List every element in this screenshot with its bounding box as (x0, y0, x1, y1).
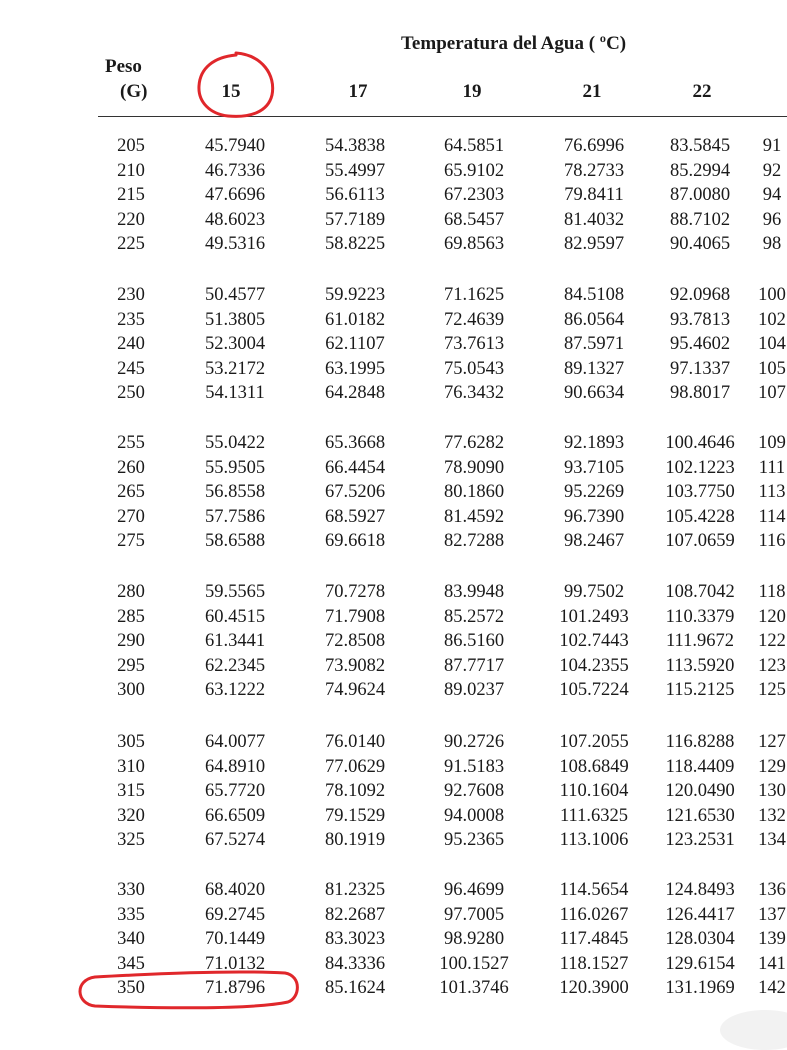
value-cell: 128.0304 (665, 929, 735, 950)
value-cell: 103.7750 (665, 482, 735, 503)
value-cell: 88.7102 (669, 209, 731, 230)
value-cell: 87.0080 (669, 185, 731, 206)
value-cell: 70.7278 (324, 582, 386, 602)
value-cell: 66.6509 (204, 805, 266, 826)
value-cell: 123.2531 (665, 830, 735, 851)
value-cell: 66.4454 (324, 457, 386, 478)
value-cell: 58.8225 (324, 234, 386, 255)
value-cell: 117.4845 (559, 929, 629, 950)
value-cell: 100 (758, 285, 786, 305)
value-cell: 58.6588 (204, 531, 266, 552)
value-cell: 82.2687 (324, 904, 386, 925)
value-cell: 67.5274 (204, 830, 266, 851)
value-cell: 100.4646 (665, 433, 735, 453)
weight-cell: 235 (117, 309, 145, 330)
value-cell: 116.0267 (559, 904, 629, 925)
value-cell: 64.2848 (324, 383, 386, 404)
value-cell: 98 (762, 234, 782, 255)
value-cell: 87.5971 (563, 334, 625, 355)
value-cell: 92.7608 (443, 781, 505, 802)
value-cell: 113 (758, 482, 786, 503)
value-cell: 105.7224 (559, 680, 629, 701)
value-cell: 56.6113 (325, 185, 385, 206)
value-cell: 126.4417 (665, 904, 735, 925)
value-cell: 101.2493 (559, 606, 629, 627)
value-cell: 111.9672 (665, 631, 735, 652)
value-cell: 74.9624 (324, 680, 386, 701)
value-cell: 69.8563 (443, 234, 505, 255)
value-cell: 63.1222 (204, 680, 266, 701)
row-header-unit: (G) (120, 81, 148, 102)
value-cell: 54.3838 (324, 136, 386, 156)
value-cell: 120 (758, 606, 786, 627)
value-cell: 85.2572 (443, 606, 505, 627)
value-cell: 46.7336 (204, 160, 266, 181)
value-cell: 93.7105 (563, 457, 625, 478)
value-cell: 99.7502 (563, 582, 625, 602)
value-cell: 95.4602 (669, 334, 731, 355)
value-cell: 69.6618 (324, 531, 386, 552)
value-cell: 121.6530 (665, 805, 735, 826)
value-cell: 131.1969 (665, 978, 735, 999)
value-cell: 80.1919 (324, 830, 386, 851)
value-cell: 129 (758, 756, 786, 777)
row-header-label: Peso (105, 56, 142, 77)
weight-cell: 275 (117, 531, 145, 552)
value-cell: 96.7390 (563, 506, 625, 527)
value-cell: 53.2172 (204, 358, 266, 379)
value-cell: 67.2303 (443, 185, 505, 206)
column-header-21: 21 (582, 81, 602, 102)
value-cell: 105 (758, 358, 786, 379)
value-cell: 47.6696 (204, 185, 266, 206)
value-cell: 48.6023 (204, 209, 266, 230)
value-cell: 81.4592 (443, 506, 505, 527)
value-cell: 118 (758, 582, 786, 602)
value-cell: 67.5206 (324, 482, 386, 503)
value-cell: 95.2269 (563, 482, 625, 503)
value-cell: 98.8017 (669, 383, 731, 404)
value-cell: 81.4032 (563, 209, 625, 230)
value-cell: 95.2365 (443, 830, 505, 851)
weight-cell: 245 (117, 358, 145, 379)
value-cell: 111 (758, 457, 786, 478)
value-cell: 108.6849 (559, 756, 629, 777)
weight-cell: 315 (117, 781, 145, 802)
value-cell: 45.7940 (204, 136, 266, 156)
value-cell: 57.7586 (204, 506, 266, 527)
value-cell: 85.1624 (324, 978, 386, 999)
value-cell: 94 (762, 185, 782, 206)
value-cell: 83.3023 (324, 929, 386, 950)
value-cell: 68.5457 (443, 209, 505, 230)
value-cell: 142 (758, 978, 786, 999)
column-header-22: 22 (692, 81, 712, 102)
value-cell: 64.5851 (443, 136, 505, 156)
value-cell: 107 (758, 383, 786, 404)
weight-cell: 205 (117, 136, 145, 156)
value-cell: 76.3432 (443, 383, 505, 404)
weight-cell: 300 (117, 680, 145, 701)
value-cell: 72.4639 (443, 309, 505, 330)
value-cell: 92.1893 (563, 433, 625, 453)
value-cell: 139 (758, 929, 786, 950)
value-cell: 92 (762, 160, 782, 181)
value-cell: 81.2325 (324, 880, 386, 900)
weight-cell: 280 (117, 582, 145, 602)
header-divider (98, 116, 787, 117)
value-cell: 86.5160 (443, 631, 505, 652)
value-cell: 59.5565 (204, 582, 266, 602)
value-cell: 110.1604 (559, 781, 629, 802)
value-cell: 90.4065 (669, 234, 731, 255)
value-cell: 61.3441 (204, 631, 266, 652)
value-cell: 114.5654 (559, 880, 629, 900)
value-cell: 55.0422 (204, 433, 266, 453)
value-cell: 61.0182 (324, 309, 386, 330)
value-cell: 102.1223 (665, 457, 735, 478)
value-cell: 98.9280 (443, 929, 505, 950)
value-cell: 56.8558 (204, 482, 266, 503)
value-cell: 93.7813 (669, 309, 731, 330)
value-cell: 50.4577 (204, 285, 266, 305)
value-cell: 55.4997 (324, 160, 386, 181)
value-cell: 113.1006 (559, 830, 629, 851)
value-cell: 91 (762, 136, 782, 156)
value-cell: 82.7288 (443, 531, 505, 552)
value-cell: 104 (758, 334, 786, 355)
value-cell: 87.7717 (443, 655, 505, 676)
value-cell: 134 (758, 830, 786, 851)
weight-cell: 320 (117, 805, 145, 826)
value-cell: 89.0237 (443, 680, 505, 701)
value-cell: 59.9223 (324, 285, 386, 305)
value-cell: 129.6154 (665, 953, 735, 974)
weight-cell: 330 (117, 880, 145, 900)
weight-cell: 305 (117, 732, 145, 752)
value-cell: 111.6325 (559, 805, 629, 826)
column-header-19: 19 (462, 81, 482, 102)
value-cell: 76.6996 (563, 136, 625, 156)
weight-cell: 290 (117, 631, 145, 652)
value-cell: 84.5108 (563, 285, 625, 305)
value-cell: 79.1529 (324, 805, 386, 826)
value-cell: 122 (758, 631, 786, 652)
value-cell: 72.8508 (324, 631, 386, 652)
value-cell: 118.1527 (559, 953, 629, 974)
value-cell: 107.0659 (665, 531, 735, 552)
value-cell: 105.4228 (665, 506, 735, 527)
column-header-17: 17 (348, 81, 368, 102)
value-cell: 89.1327 (563, 358, 625, 379)
weight-cell: 270 (117, 506, 145, 527)
value-cell: 73.7613 (443, 334, 505, 355)
value-cell: 71.7908 (324, 606, 386, 627)
weight-cell: 210 (117, 160, 145, 181)
value-cell: 110.3379 (665, 606, 735, 627)
value-cell: 83.9948 (443, 582, 505, 602)
value-cell: 60.4515 (204, 606, 266, 627)
value-cell: 79.8411 (564, 185, 624, 206)
value-cell: 90.2726 (443, 732, 505, 752)
value-cell: 108.7042 (665, 582, 735, 602)
value-cell: 120.0490 (665, 781, 735, 802)
value-cell: 78.1092 (324, 781, 386, 802)
value-cell: 57.7189 (324, 209, 386, 230)
value-cell: 96.4699 (443, 880, 505, 900)
weight-cell: 345 (117, 953, 145, 974)
value-cell: 127 (758, 732, 786, 752)
weight-cell: 295 (117, 655, 145, 676)
value-cell: 65.3668 (324, 433, 386, 453)
value-cell: 80.1860 (443, 482, 505, 503)
value-cell: 137 (758, 904, 786, 925)
value-cell: 75.0543 (443, 358, 505, 379)
weight-cell: 215 (117, 185, 145, 206)
value-cell: 120.3900 (559, 978, 629, 999)
value-cell: 92.0968 (669, 285, 731, 305)
value-cell: 76.0140 (324, 732, 386, 752)
value-cell: 118.4409 (665, 756, 735, 777)
value-cell: 101.3746 (439, 978, 509, 999)
value-cell: 69.2745 (204, 904, 266, 925)
value-cell: 65.7720 (204, 781, 266, 802)
value-cell: 68.4020 (204, 880, 266, 900)
value-cell: 82.9597 (563, 234, 625, 255)
value-cell: 55.9505 (204, 457, 266, 478)
value-cell: 107.2055 (559, 732, 629, 752)
value-cell: 86.0564 (563, 309, 625, 330)
value-cell: 77.0629 (324, 756, 386, 777)
value-cell: 116.8288 (665, 732, 735, 752)
value-cell: 109 (758, 433, 786, 453)
weight-cell: 285 (117, 606, 145, 627)
value-cell: 83.5845 (669, 136, 731, 156)
value-cell: 125 (758, 680, 786, 701)
value-cell: 71.1625 (443, 285, 505, 305)
value-cell: 70.1449 (204, 929, 266, 950)
weight-cell: 350 (117, 978, 145, 999)
weight-cell: 335 (117, 904, 145, 925)
value-cell: 51.3805 (204, 309, 266, 330)
weight-cell: 340 (117, 929, 145, 950)
value-cell: 98.2467 (563, 531, 625, 552)
value-cell: 97.1337 (669, 358, 731, 379)
value-cell: 63.1995 (324, 358, 386, 379)
value-cell: 130 (758, 781, 786, 802)
weight-cell: 225 (117, 234, 145, 255)
value-cell: 54.1311 (205, 383, 265, 404)
value-cell: 64.0077 (204, 732, 266, 752)
weight-cell: 260 (117, 457, 145, 478)
value-cell: 94.0008 (443, 805, 505, 826)
value-cell: 78.9090 (443, 457, 505, 478)
value-cell: 85.2994 (669, 160, 731, 181)
value-cell: 71.0132 (204, 953, 266, 974)
value-cell: 141 (758, 953, 786, 974)
value-cell: 132 (758, 805, 786, 826)
value-cell: 78.2733 (563, 160, 625, 181)
value-cell: 124.8493 (665, 880, 735, 900)
weight-cell: 220 (117, 209, 145, 230)
value-cell: 104.2355 (559, 655, 629, 676)
value-cell: 100.1527 (439, 953, 509, 974)
page-corner-shadow (720, 1010, 787, 1050)
value-cell: 62.1107 (325, 334, 385, 355)
weight-cell: 230 (117, 285, 145, 305)
value-cell: 102 (758, 309, 786, 330)
value-cell: 62.2345 (204, 655, 266, 676)
value-cell: 52.3004 (204, 334, 266, 355)
value-cell: 96 (762, 209, 782, 230)
column-header-15: 15 (221, 81, 241, 102)
value-cell: 90.6634 (563, 383, 625, 404)
weight-cell: 265 (117, 482, 145, 503)
value-cell: 77.6282 (443, 433, 505, 453)
value-cell: 64.8910 (204, 756, 266, 777)
value-cell: 65.9102 (443, 160, 505, 181)
value-cell: 84.3336 (324, 953, 386, 974)
value-cell: 102.7443 (559, 631, 629, 652)
weight-cell: 250 (117, 383, 145, 404)
weight-cell: 240 (117, 334, 145, 355)
value-cell: 71.8796 (204, 978, 266, 999)
value-cell: 97.7005 (443, 904, 505, 925)
value-cell: 91.5183 (443, 756, 505, 777)
table-title: Temperatura del Agua ( ºC) (401, 33, 627, 54)
value-cell: 73.9082 (324, 655, 386, 676)
value-cell: 68.5927 (324, 506, 386, 527)
weight-cell: 325 (117, 830, 145, 851)
weight-cell: 310 (117, 756, 145, 777)
weight-cell: 255 (117, 433, 145, 453)
value-cell: 115.2125 (665, 680, 735, 701)
value-cell: 113.5920 (665, 655, 735, 676)
value-cell: 49.5316 (204, 234, 266, 255)
value-cell: 123 (758, 655, 786, 676)
value-cell: 136 (758, 880, 786, 900)
value-cell: 114 (758, 506, 786, 527)
value-cell: 116 (758, 531, 786, 552)
